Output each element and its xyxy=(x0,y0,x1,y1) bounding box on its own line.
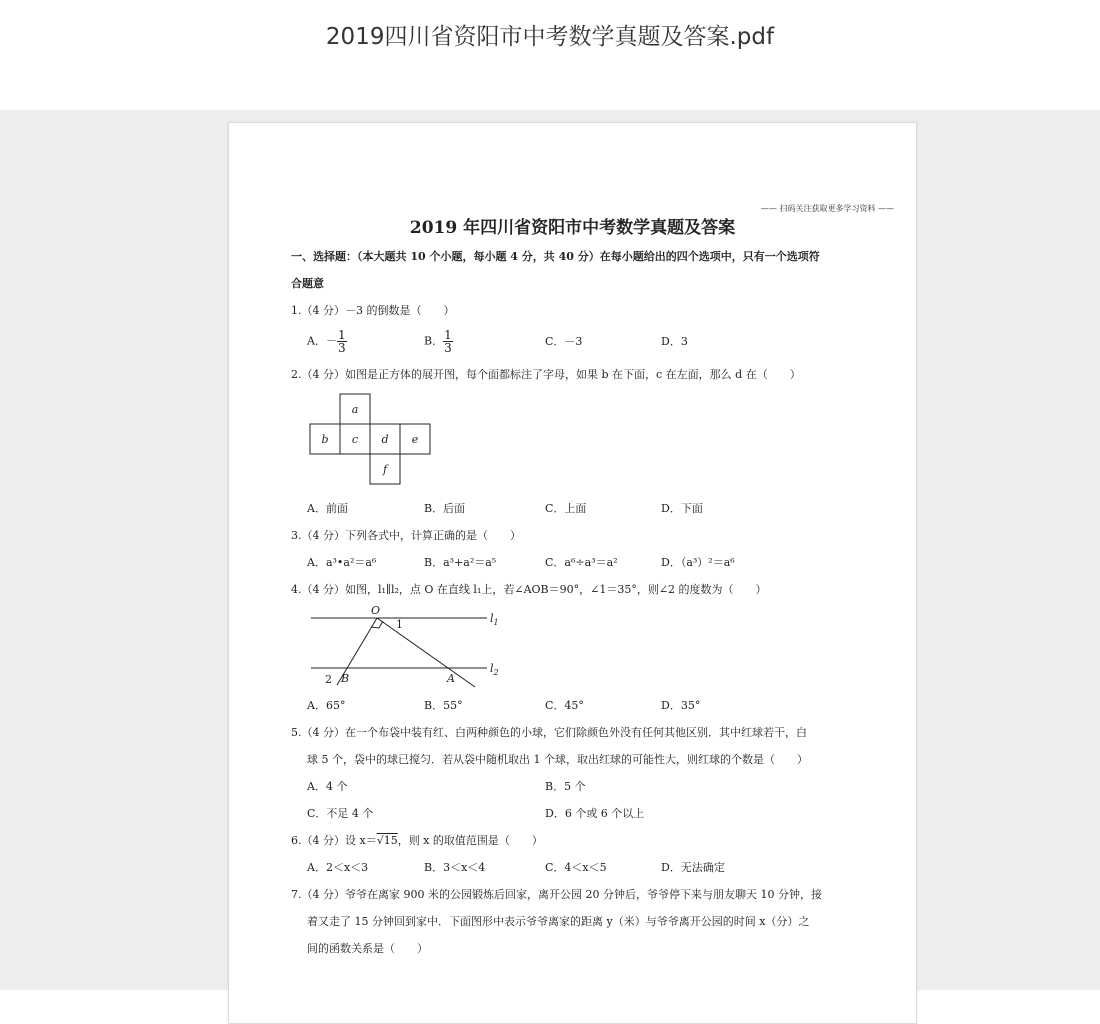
qr-banner: —— 扫码关注获取更多学习资料 —— xyxy=(760,204,894,213)
title-bar xyxy=(0,0,1100,110)
pdf-page xyxy=(228,122,917,1024)
question-1-option-d: D．3 xyxy=(661,335,688,348)
question-4-option-b: B．55° xyxy=(424,699,463,712)
denominator: 3 xyxy=(444,341,452,355)
question-2-option-d: D．下面 xyxy=(661,502,703,515)
label-l2-sub: 2 xyxy=(493,668,499,677)
label-l1 xyxy=(490,612,499,627)
question-4-stem: 4.（4 分）如图，l₁∥l₂，点 O 在直线 l₁上，若∠AOB＝90°，∠1＝35°，则∠2 的度数为（ ） xyxy=(291,583,767,596)
question-7-stem: 7.（4 分）爷爷在离家 900 米的公园锻炼后回家，离开公园 20 分钟后，爷爷停下来与朋友聊天 10 分钟，接 xyxy=(291,888,822,901)
net-label-f: f xyxy=(382,463,388,476)
question-5-option-c: C．不足 4 个 xyxy=(307,807,374,820)
stem-text: 6.（4 分）设 x＝ xyxy=(291,834,377,847)
question-3-option-d: D．（a³）²＝a⁶ xyxy=(661,556,735,569)
question-2-option-b: B．后面 xyxy=(424,502,466,515)
question-3-stem: 3.（4 分）下列各式中，计算正确的是（ ） xyxy=(291,529,521,542)
label-angle-2: 2 xyxy=(325,673,332,686)
net-label-b: b xyxy=(321,433,329,446)
question-5-stem-cont: 球 5 个，袋中的球已搅匀．若从袋中随机取出 1 个球，取出红球的可能性大，则红球的个数是（ ） xyxy=(307,753,808,766)
net-label-d: d xyxy=(381,433,389,446)
numerator: 1 xyxy=(337,328,346,342)
section-heading-cont: 合题意 xyxy=(291,277,324,290)
document-title: 2019 年四川省资阳市中考数学真题及答案 xyxy=(409,218,736,238)
question-5-stem: 5.（4 分）在一个布袋中装有红、白两种颜色的小球，它们除颜色外没有任何其他区别．其中红球若干，白 xyxy=(291,726,807,739)
label-l2-letter: l xyxy=(490,662,494,675)
question-4-option-a: A．65° xyxy=(307,699,346,712)
numerator: 1 xyxy=(444,328,452,342)
stem-text-cont: ，则 x 的取值范围是（ ） xyxy=(397,834,543,847)
option-label: A．－ xyxy=(307,334,337,348)
section-heading: 一、选择题：（本大题共 10 个小题，每小题 4 分，共 40 分）在每小题给出的四个选项中，只有一个选项符 xyxy=(291,250,820,263)
question-6-option-b: B．3＜x＜4 xyxy=(424,861,486,874)
net-label-c: c xyxy=(351,433,359,446)
net-label-a: a xyxy=(351,403,359,416)
label-A: A xyxy=(447,672,455,685)
question-3-option-a: A．a³•a²＝a⁶ xyxy=(307,556,377,569)
question-6-option-d: D．无法确定 xyxy=(661,861,725,874)
sqrt-expression: √15 xyxy=(376,834,398,847)
label-l2 xyxy=(490,662,499,677)
fraction xyxy=(337,329,347,354)
question-1-option-a xyxy=(307,329,347,354)
question-5-option-b: B．5 个 xyxy=(545,780,586,793)
question-7-stem-end: 间的函数关系是（ ） xyxy=(307,942,428,955)
question-2-stem: 2.（4 分）如图是正方体的展开图，每个面都标注了字母，如果 b 在下面，c 在左面，那么 d 在（ ） xyxy=(291,368,801,381)
label-angle-1: 1 xyxy=(396,618,403,631)
label-l1-letter: l xyxy=(490,612,494,625)
option-label: B． xyxy=(424,334,444,348)
label-B: B xyxy=(341,672,350,685)
question-1-stem: 1.（4 分）－3 的倒数是（ ） xyxy=(291,304,455,317)
cube-net-figure xyxy=(309,393,431,485)
net-label-e: e xyxy=(411,433,419,446)
question-5-option-d: D．6 个或 6 个以上 xyxy=(545,807,645,820)
label-O: O xyxy=(371,604,381,617)
question-2-option-a: A．前面 xyxy=(307,502,348,515)
parallel-lines-figure xyxy=(307,603,507,689)
fraction xyxy=(443,329,453,354)
denominator: 3 xyxy=(337,341,346,355)
question-1-option-c: C．－3 xyxy=(545,335,583,348)
question-6-option-c: C．4＜x＜5 xyxy=(545,861,607,874)
question-3-option-c: C．a⁶÷a³＝a² xyxy=(545,556,618,569)
question-6-stem xyxy=(291,832,543,848)
question-3-option-b: B．a³+a²＝a⁵ xyxy=(424,556,497,569)
question-1-option-b xyxy=(424,329,453,354)
question-4-option-d: D．35° xyxy=(661,699,701,712)
question-2-option-c: C．上面 xyxy=(545,502,587,515)
question-7-stem-cont: 着又走了 15 分钟回到家中．下面图形中表示爷爷离家的距离 y（米）与爷爷离开公园的时间 x（分）之 xyxy=(307,915,810,928)
file-title: 2019四川省资阳市中考数学真题及答案.pdf xyxy=(325,24,775,50)
label-l1-sub: 1 xyxy=(493,618,499,627)
question-4-option-c: C．45° xyxy=(545,699,584,712)
question-5-option-a: A．4 个 xyxy=(307,780,348,793)
question-6-option-a: A．2＜x＜3 xyxy=(307,861,369,874)
